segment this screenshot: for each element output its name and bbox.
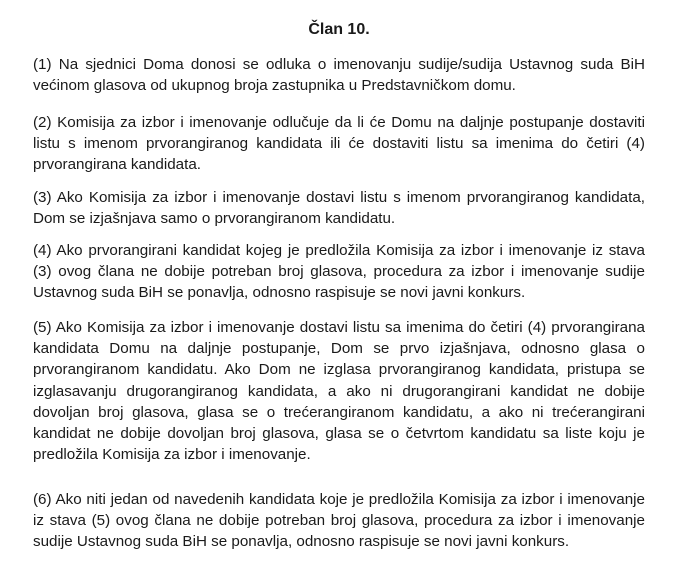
article-title: Član 10. [308, 21, 370, 38]
paragraph-6: (6) Ako niti jedan od navedenih kandidata koje je predložila Komisija za izbor i imenovanje iz stava (5) ovog člana ne dobije potreban broj glasova, procedura za izbor i imenovanje sudije Ustavnog suda BiH se ponavlja, odnosno raspisuje se novi javni konkurs. [33, 491, 645, 551]
paragraph-1: (1) Na sjednici Doma donosi se odluka o imenovanju sudije/sudija Ustavnog suda BiH većinom glasova od ukupnog broja zastupnika u Predstavničkom domu. [33, 56, 645, 95]
paragraph-3: (3) Ako Komisija za izbor i imenovanje dostavi listu s imenom prvorangiranog kandidata, Dom se izjašnjava samo o prvorangiranom kandidatu. [33, 189, 645, 228]
paragraph-5: (5) Ako Komisija za izbor i imenovanje dostavi listu sa imenima do četiri (4) prvorangirana kandidata Domu na daljnje postupanje, Dom se prvo izjašnjava, odnosno glasa o prvorangiranom kandidatu. Ako Dom ne izglasa prvorangiranog kandidata, pristupa se izglasavanju drugorangiranog kandidata, a ako ni drugorangirani kandidat ne dobije dovoljan broj glasova, glasa se o trećerangiranom kandidatu, a ako ni trećerangirani kandidat ne dobije dovoljan broj glasova, glasa se o četvrtom kandidatu sa liste koju je predložila Komisija za izbor i imenovanje. [33, 319, 645, 464]
paragraph-4: (4) Ako prvorangirani kandidat kojeg je predložila Komisija za izbor i imenovanje iz stava (3) ovog člana ne dobije potreban broj glasova, procedura za izbor i imenovanje sudije Ustavnog suda BiH se ponavlja, odnosno raspisuje se novi javni konkurs. [33, 242, 645, 302]
paragraph-2: (2) Komisija za izbor i imenovanje odlučuje da li će Domu na daljnje postupanje dostaviti listu s imenom prvorangiranog kandidata ili će dostaviti listu sa imenima do četiri (4) prvorangirana kandidata. [33, 114, 645, 174]
